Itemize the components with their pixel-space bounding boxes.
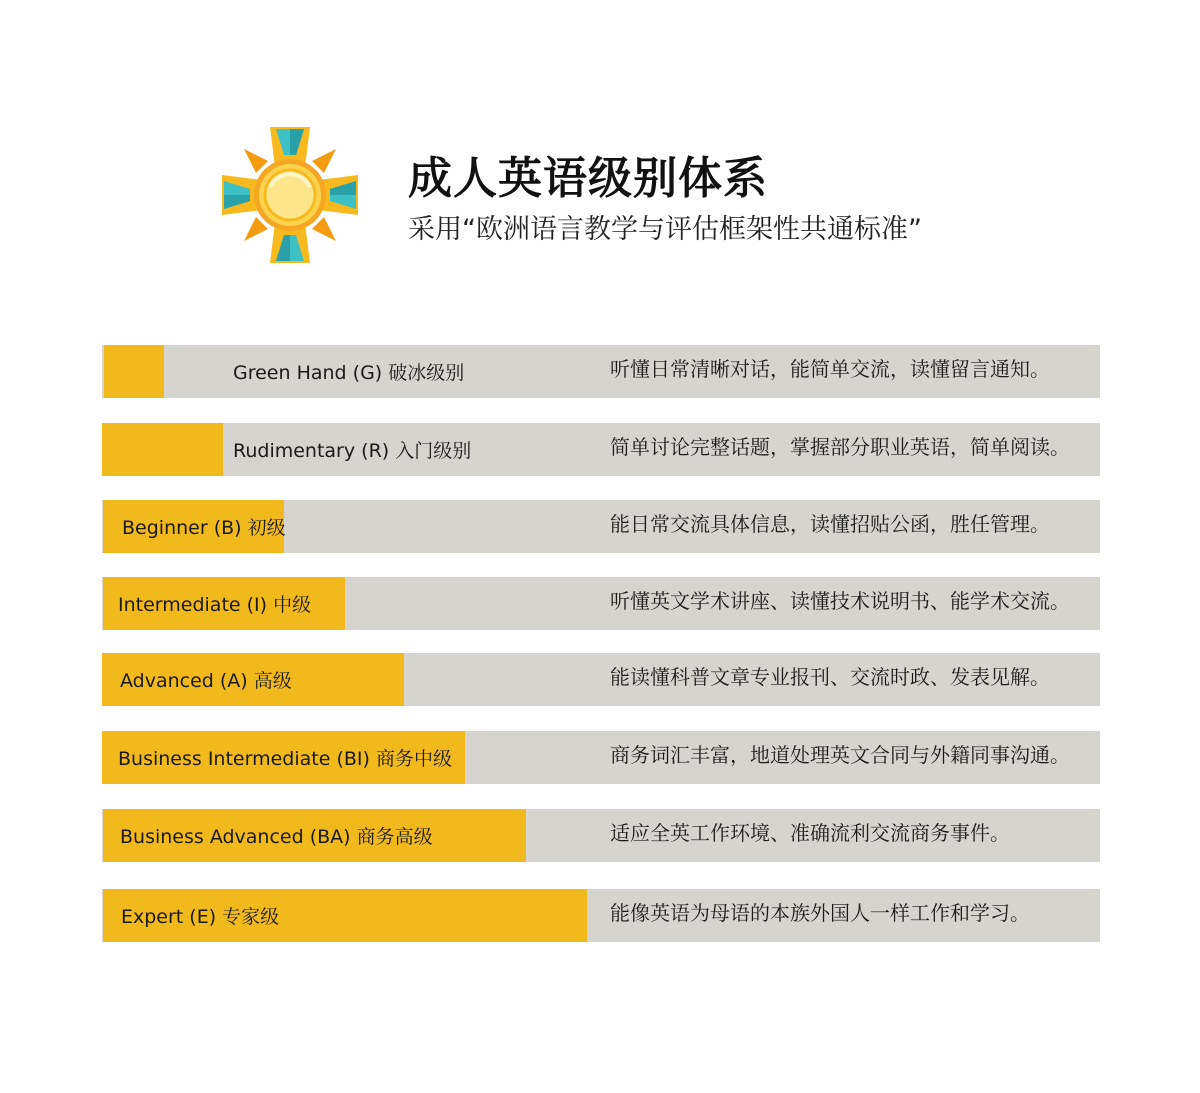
level-description: 能像英语为母语的本族外国人一样工作和学习。 bbox=[610, 901, 1030, 925]
level-label: Rudimentary (R) 入门级别 bbox=[233, 440, 472, 462]
level-row bbox=[102, 345, 1100, 398]
bar bbox=[104, 345, 164, 398]
level-row bbox=[102, 889, 1100, 942]
level-label: Intermediate (I) 中级 bbox=[118, 594, 312, 616]
level-row bbox=[102, 423, 1100, 476]
bar bbox=[102, 423, 223, 476]
level-row bbox=[102, 577, 1100, 630]
level-label: Expert (E) 专家级 bbox=[121, 906, 280, 928]
page-subtitle: 采用“欧洲语言教学与评估框架性共通标准” bbox=[408, 214, 922, 245]
level-description: 商务词汇丰富，地道处理英文合同与外籍同事沟通。 bbox=[610, 743, 1070, 767]
level-label: Business Intermediate (BI) 商务中级 bbox=[118, 748, 452, 770]
level-description: 听懂日常清晰对话，能简单交流，读懂留言通知。 bbox=[610, 357, 1050, 381]
level-row bbox=[102, 653, 1100, 706]
level-description: 简单讨论完整话题，掌握部分职业英语，简单阅读。 bbox=[610, 435, 1070, 459]
level-row bbox=[102, 731, 1100, 784]
level-row bbox=[102, 500, 1100, 553]
level-row bbox=[102, 809, 1100, 862]
level-description: 适应全英工作环境、准确流利交流商务事件。 bbox=[610, 821, 1010, 845]
level-label: Advanced (A) 高级 bbox=[120, 670, 292, 692]
level-description: 听懂英文学术讲座、读懂技术说明书、能学术交流。 bbox=[610, 589, 1070, 613]
level-label: Business Advanced (BA) 商务高级 bbox=[120, 826, 433, 848]
level-description: 能日常交流具体信息，读懂招贴公函，胜任管理。 bbox=[610, 512, 1050, 536]
level-label: Beginner (B) 初级 bbox=[122, 517, 286, 539]
level-label: Green Hand (G) 破冰级别 bbox=[233, 362, 465, 384]
level-description: 能读懂科普文章专业报刊、交流时政、发表见解。 bbox=[610, 665, 1050, 689]
page-title: 成人英语级别体系 bbox=[408, 153, 768, 204]
